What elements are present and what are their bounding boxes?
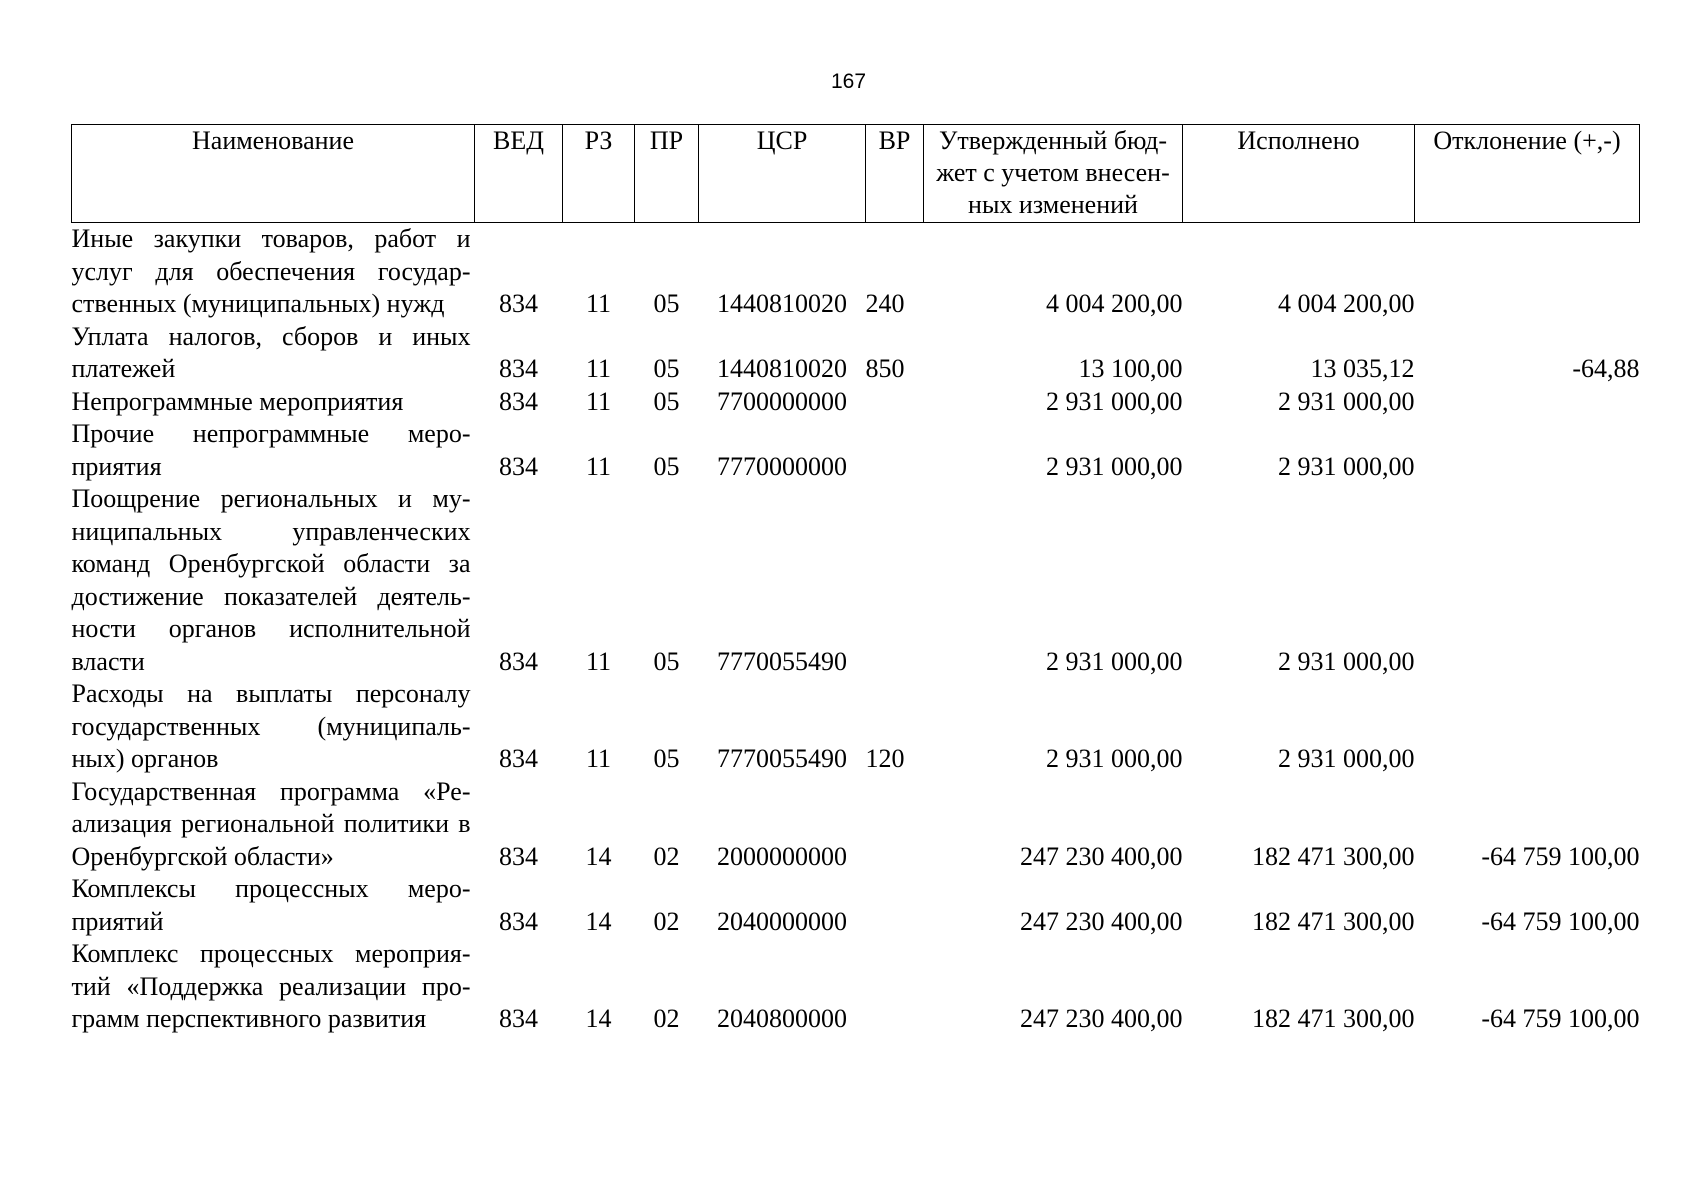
row-vr [866,873,924,938]
row-budget: 2 931 000,00 [1046,744,1183,773]
row-pr: 02 [653,906,680,936]
table-row [72,223,1640,321]
header-rz: РЗ [563,125,635,223]
row-csr: 7770055490 [717,744,847,773]
row-name: Непрограммные мероприятия [71,386,404,416]
row-csr: 2040000000 [717,906,847,936]
row-budget: 2 931 000,00 [1046,386,1183,416]
row-csr: 2000000000 [717,841,847,871]
row-rz: 11 [585,354,612,383]
row-done: 4 004 200,00 [1278,289,1415,318]
row-done: 2 931 000,00 [1278,386,1415,416]
row-pr: 05 [653,354,680,383]
row-ved: 834 [499,451,538,481]
row-pr: 02 [653,1004,680,1033]
row-rz: 11 [585,646,612,676]
header-vr: ВР [866,125,924,223]
row-budget: 13 100,00 [1078,354,1183,383]
row-csr: 7770000000 [717,451,847,481]
row-vr [866,386,924,419]
header-ved: ВЕД [475,125,563,223]
row-deviation: -64 759 100,00 [1481,1004,1640,1033]
budget-execution-table [71,124,1640,1036]
row-pr: 05 [653,386,680,416]
row-ved: 834 [499,289,538,318]
row-ved: 834 [499,386,538,416]
row-pr: 05 [653,646,680,676]
row-ved: 834 [499,906,538,936]
row-done: 13 035,12 [1310,354,1415,383]
row-deviation: -64,88 [1572,354,1640,383]
row-deviation: -64 759 100,00 [1481,906,1640,936]
row-csr: 1440810020 [717,289,847,318]
row-deviation [1415,678,1640,776]
row-budget: 247 230 400,00 [1020,841,1183,871]
row-budget: 4 004 200,00 [1046,289,1183,318]
table-header-row [72,125,1640,223]
row-vr [866,938,924,1036]
row-ved: 834 [499,354,538,383]
row-csr: 1440810020 [717,354,847,383]
row-vr [866,483,924,678]
row-pr: 05 [653,289,680,318]
row-done: 2 931 000,00 [1278,451,1415,481]
row-csr: 7770055490 [717,646,847,676]
row-budget: 247 230 400,00 [1020,1004,1183,1033]
row-rz: 14 [585,1004,612,1033]
row-ved: 834 [499,841,538,871]
row-budget: 247 230 400,00 [1020,906,1183,936]
row-budget: 2 931 000,00 [1046,646,1183,676]
row-rz: 11 [585,451,612,481]
row-rz: 11 [585,386,612,416]
header-pr: ПР [635,125,699,223]
header-budget: Утвержденный бюд-жет с учетом внесен-ных изменений [924,125,1183,223]
row-vr [866,418,924,483]
row-pr: 02 [653,841,680,871]
table-row [72,321,1640,386]
row-name: Прочие непрограммные меро-приятия [71,419,471,481]
row-vr [866,776,924,874]
row-deviation [1415,418,1640,483]
row-done: 182 471 300,00 [1252,906,1415,936]
row-rz: 11 [585,744,612,773]
page-number: 167 [830,70,867,93]
header-csr: ЦСР [699,125,866,223]
header-name: Наименование [72,125,475,223]
row-deviation: -64 759 100,00 [1481,841,1640,871]
row-deviation [1415,386,1640,419]
table-row [72,776,1640,874]
header-done: Исполнено [1183,125,1415,223]
row-rz: 14 [585,841,612,871]
row-name: Уплата налогов, сборов и иных платежей [71,321,471,383]
row-done: 182 471 300,00 [1252,1004,1415,1033]
row-rz: 14 [585,906,612,936]
row-ved: 834 [499,744,538,773]
table-row [72,483,1640,678]
row-ved: 834 [499,646,538,676]
row-done: 182 471 300,00 [1252,841,1415,871]
row-vr: 240 [865,289,905,318]
row-name: Расходы на выплаты персоналу государственных (муниципаль-ных) органов [71,679,471,773]
row-name: Поощрение региональных и му-ниципальных управленческих команд Оренбургской области за достижение показателей деятель-ности органов исполнительной власти [71,484,471,676]
row-name: Комплексы процессных меро-приятий [71,874,471,936]
row-rz: 11 [585,289,612,318]
row-name: Комплекс процессных мероприя-тий «Поддержка реализации про-грамм перспективного развития [71,939,471,1033]
row-csr: 2040800000 [717,1004,847,1033]
row-name: Государственная программа «Ре-ализация региональной политики в Оренбургской области» [71,776,471,871]
row-pr: 05 [653,744,680,773]
row-vr: 120 [865,744,905,773]
table-row [72,386,1640,419]
row-done: 2 931 000,00 [1278,646,1415,676]
row-vr: 850 [865,354,905,383]
row-budget: 2 931 000,00 [1046,451,1183,481]
table-row [72,418,1640,483]
row-name: Иные закупки товаров, работ и услуг для обеспечения государ-ственных (муниципальных) нужд [71,224,471,318]
row-csr: 7700000000 [717,386,847,416]
table-row [72,678,1640,776]
row-deviation [1415,223,1640,321]
row-pr: 05 [653,451,680,481]
row-deviation [1415,483,1640,678]
row-ved: 834 [499,1004,538,1033]
header-deviation: Отклонение (+,-) [1415,125,1640,223]
row-done: 2 931 000,00 [1278,744,1415,773]
table-row [72,938,1640,1036]
table-row [72,873,1640,938]
